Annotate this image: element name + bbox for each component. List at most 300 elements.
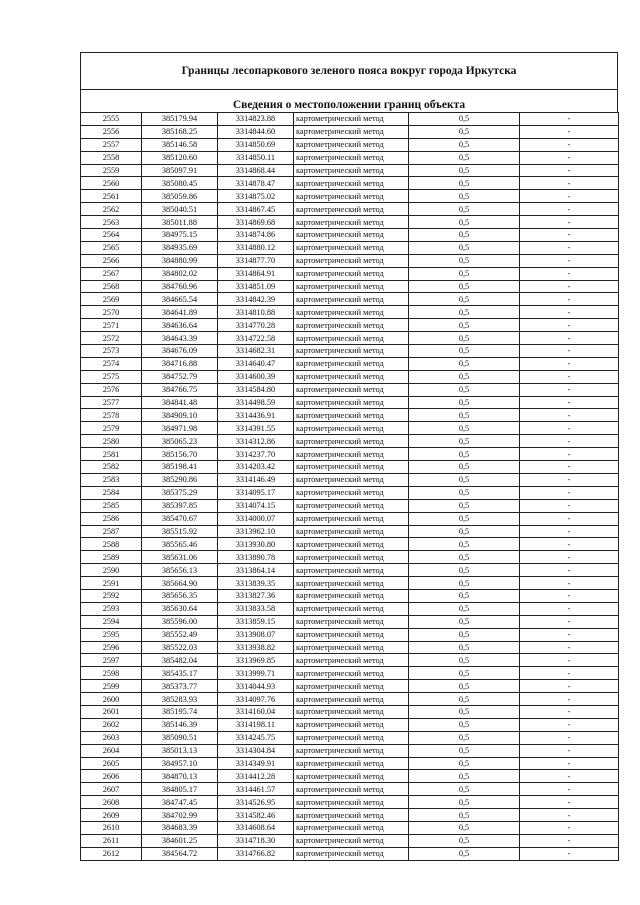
coordinate-x: 384564.72 [142,847,218,860]
point-number: 2592 [81,589,142,602]
note-cell: - [520,254,619,267]
accuracy-cell: 0,5 [409,293,520,306]
accuracy-cell: 0,5 [409,422,520,435]
method-cell: картометрический метод [294,409,409,422]
accuracy-cell: 0,5 [409,744,520,757]
coordinate-y: 3314582.46 [218,809,294,822]
note-cell: - [520,125,619,138]
accuracy-cell: 0,5 [409,190,520,203]
accuracy-cell: 0,5 [409,834,520,847]
point-number: 2563 [81,216,142,229]
coordinate-y: 3313930.80 [218,538,294,551]
point-number: 2607 [81,783,142,796]
coordinate-x: 384665.54 [142,293,218,306]
table-row [81,615,619,628]
method-cell: картометрический метод [294,473,409,486]
coordinate-x: 385375.29 [142,486,218,499]
method-cell: картометрический метод [294,641,409,654]
method-cell: картометрический метод [294,744,409,757]
accuracy-cell: 0,5 [409,473,520,486]
table-row [81,254,619,267]
coordinate-y: 3314526.95 [218,796,294,809]
point-number: 2562 [81,203,142,216]
coordinate-y: 3314498.59 [218,396,294,409]
point-number: 2611 [81,834,142,847]
coordinate-x: 384702.99 [142,809,218,822]
point-number: 2571 [81,319,142,332]
note-cell: - [520,796,619,809]
coordinate-x: 385290.86 [142,473,218,486]
note-cell: - [520,770,619,783]
point-number: 2560 [81,177,142,190]
coordinate-y: 3314718.30 [218,834,294,847]
accuracy-cell: 0,5 [409,164,520,177]
point-number: 2597 [81,654,142,667]
note-cell: - [520,396,619,409]
accuracy-cell: 0,5 [409,796,520,809]
point-number: 2585 [81,499,142,512]
accuracy-cell: 0,5 [409,383,520,396]
point-number: 2598 [81,667,142,680]
coordinate-y: 3314095.17 [218,486,294,499]
coordinate-y: 3314584.80 [218,383,294,396]
method-cell: картометрический метод [294,821,409,834]
note-cell: - [520,461,619,474]
note-cell: - [520,499,619,512]
note-cell: - [520,834,619,847]
method-cell: картометрический метод [294,809,409,822]
table-row [81,551,619,564]
coordinate-y: 3314864.91 [218,267,294,280]
note-cell: - [520,783,619,796]
section-header [80,89,618,112]
coordinate-y: 3314850.69 [218,138,294,151]
accuracy-cell: 0,5 [409,705,520,718]
method-cell: картометрический метод [294,486,409,499]
coordinate-x: 384805.17 [142,783,218,796]
note-cell: - [520,731,619,744]
note-cell: - [520,473,619,486]
method-cell: картометрический метод [294,164,409,177]
coordinate-y: 3314600.39 [218,370,294,383]
point-number: 2565 [81,241,142,254]
coordinate-y: 3314097.76 [218,693,294,706]
accuracy-cell: 0,5 [409,267,520,280]
coordinate-y: 3313908.07 [218,628,294,641]
coordinate-y: 3314770.28 [218,319,294,332]
note-cell: - [520,525,619,538]
table-row [81,357,619,370]
point-number: 2561 [81,190,142,203]
note-cell: - [520,422,619,435]
table-row [81,473,619,486]
coordinate-x: 384601.25 [142,834,218,847]
note-cell: - [520,551,619,564]
table-row [81,113,619,126]
method-cell: картометрический метод [294,113,409,126]
table-row [81,705,619,718]
table-row [81,138,619,151]
note-cell: - [520,680,619,693]
coordinate-x: 385146.58 [142,138,218,151]
accuracy-cell: 0,5 [409,731,520,744]
accuracy-cell: 0,5 [409,396,520,409]
method-cell: картометрический метод [294,332,409,345]
coordinate-x: 384752.79 [142,370,218,383]
point-number: 2574 [81,357,142,370]
table-row [81,383,619,396]
table-row [81,422,619,435]
coordinate-y: 3314146.49 [218,473,294,486]
method-cell: картометрический метод [294,577,409,590]
table-row [81,525,619,538]
coordinate-x: 384909.10 [142,409,218,422]
point-number: 2587 [81,525,142,538]
accuracy-cell: 0,5 [409,654,520,667]
coordinate-y: 3314245.75 [218,731,294,744]
method-cell: картометрический метод [294,306,409,319]
method-cell: картометрический метод [294,705,409,718]
method-cell: картометрический метод [294,718,409,731]
method-cell: картометрический метод [294,512,409,525]
coordinate-y: 3314878.47 [218,177,294,190]
accuracy-cell: 0,5 [409,577,520,590]
method-cell: картометрический метод [294,241,409,254]
coordinate-y: 3313962.10 [218,525,294,538]
point-number: 2596 [81,641,142,654]
table-row [81,499,619,512]
coordinate-y: 3314436.91 [218,409,294,422]
title-box [80,52,618,89]
coordinate-x: 385664.90 [142,577,218,590]
coordinate-y: 3314198.11 [218,718,294,731]
method-cell: картометрический метод [294,602,409,615]
table-row [81,461,619,474]
method-cell: картометрический метод [294,847,409,860]
method-cell: картометрический метод [294,461,409,474]
point-number: 2567 [81,267,142,280]
coordinate-y: 3314237.70 [218,448,294,461]
accuracy-cell: 0,5 [409,203,520,216]
coordinate-y: 3314608.64 [218,821,294,834]
coordinate-y: 3314844.60 [218,125,294,138]
note-cell: - [520,718,619,731]
note-cell: - [520,577,619,590]
method-cell: картометрический метод [294,254,409,267]
note-cell: - [520,654,619,667]
coordinate-y: 3314000.07 [218,512,294,525]
method-cell: картометрический метод [294,345,409,358]
coordinate-y: 3314851.09 [218,280,294,293]
note-cell: - [520,693,619,706]
note-cell: - [520,705,619,718]
method-cell: картометрический метод [294,448,409,461]
note-cell: - [520,319,619,332]
coordinate-x: 385059.86 [142,190,218,203]
method-cell: картометрический метод [294,731,409,744]
point-number: 2577 [81,396,142,409]
note-cell: - [520,203,619,216]
table-row [81,267,619,280]
coordinate-x: 385656.13 [142,564,218,577]
note-cell: - [520,602,619,615]
point-number: 2581 [81,448,142,461]
coordinate-x: 385397.85 [142,499,218,512]
table-row [81,345,619,358]
note-cell: - [520,809,619,822]
method-cell: картометрический метод [294,229,409,242]
accuracy-cell: 0,5 [409,783,520,796]
coordinate-x: 385552.49 [142,628,218,641]
table-row [81,693,619,706]
accuracy-cell: 0,5 [409,254,520,267]
table-row [81,177,619,190]
coordinate-x: 385097.91 [142,164,218,177]
coordinate-x: 385522.03 [142,641,218,654]
point-number: 2593 [81,602,142,615]
note-cell: - [520,306,619,319]
coordinate-y: 3314868.44 [218,164,294,177]
accuracy-cell: 0,5 [409,448,520,461]
point-number: 2583 [81,473,142,486]
note-cell: - [520,821,619,834]
accuracy-cell: 0,5 [409,280,520,293]
point-number: 2591 [81,577,142,590]
point-number: 2609 [81,809,142,822]
method-cell: картометрический метод [294,125,409,138]
note-cell: - [520,641,619,654]
accuracy-cell: 0,5 [409,641,520,654]
coordinate-y: 3314766.82 [218,847,294,860]
method-cell: картометрический метод [294,422,409,435]
coordinate-x: 385011.88 [142,216,218,229]
method-cell: картометрический метод [294,280,409,293]
coordinate-x: 384971.98 [142,422,218,435]
table-row [81,847,619,860]
coordinate-y: 3314160.04 [218,705,294,718]
coordinate-x: 385596.00 [142,615,218,628]
table-row [81,203,619,216]
method-cell: картометрический метод [294,551,409,564]
method-cell: картометрический метод [294,834,409,847]
point-number: 2555 [81,113,142,126]
coordinate-y: 3314682.31 [218,345,294,358]
coordinate-x: 385482.04 [142,654,218,667]
point-number: 2580 [81,435,142,448]
note-cell: - [520,667,619,680]
coordinate-y: 3313969.85 [218,654,294,667]
coordinate-x: 385565.46 [142,538,218,551]
method-cell: картометрический метод [294,564,409,577]
accuracy-cell: 0,5 [409,486,520,499]
coordinate-y: 3314349.91 [218,757,294,770]
table-row [81,229,619,242]
table-row [81,821,619,834]
accuracy-cell: 0,5 [409,847,520,860]
coordinate-y: 3314640.47 [218,357,294,370]
coordinate-x: 385065.23 [142,435,218,448]
point-number: 2576 [81,383,142,396]
accuracy-cell: 0,5 [409,241,520,254]
note-cell: - [520,448,619,461]
table-row [81,280,619,293]
coordinate-x: 385470.67 [142,512,218,525]
point-number: 2584 [81,486,142,499]
coordinate-y: 3314074.15 [218,499,294,512]
table-row [81,151,619,164]
accuracy-cell: 0,5 [409,409,520,422]
note-cell: - [520,847,619,860]
note-cell: - [520,357,619,370]
method-cell: картометрический метод [294,770,409,783]
table-row [81,654,619,667]
table-row [81,641,619,654]
point-number: 2594 [81,615,142,628]
note-cell: - [520,241,619,254]
coordinate-y: 3314391.55 [218,422,294,435]
point-number: 2579 [81,422,142,435]
table-row [81,667,619,680]
accuracy-cell: 0,5 [409,319,520,332]
point-number: 2600 [81,693,142,706]
table-row [81,448,619,461]
coordinate-x: 385515.92 [142,525,218,538]
method-cell: картометрический метод [294,435,409,448]
method-cell: картометрический метод [294,138,409,151]
coordinate-y: 3313999.71 [218,667,294,680]
note-cell: - [520,435,619,448]
note-cell: - [520,589,619,602]
table-row [81,293,619,306]
point-number: 2566 [81,254,142,267]
document-title: Границы лесопаркового зеленого пояса вокруг города Иркутска [181,65,517,77]
accuracy-cell: 0,5 [409,615,520,628]
coordinate-y: 3314044.93 [218,680,294,693]
coordinate-y: 3314869.68 [218,216,294,229]
coordinate-x: 384641.89 [142,306,218,319]
coordinate-x: 384747.45 [142,796,218,809]
table-row [81,796,619,809]
coordinate-x: 385146.39 [142,718,218,731]
point-number: 2564 [81,229,142,242]
accuracy-cell: 0,5 [409,125,520,138]
table-row [81,757,619,770]
method-cell: картометрический метод [294,190,409,203]
note-cell: - [520,164,619,177]
point-number: 2568 [81,280,142,293]
table-row [81,602,619,615]
document-page [80,52,618,861]
coordinate-y: 3314850.11 [218,151,294,164]
table-row [81,125,619,138]
point-number: 2595 [81,628,142,641]
table-row [81,512,619,525]
note-cell: - [520,383,619,396]
accuracy-cell: 0,5 [409,770,520,783]
note-cell: - [520,370,619,383]
note-cell: - [520,538,619,551]
note-cell: - [520,293,619,306]
table-row [81,564,619,577]
coordinate-y: 3314312.86 [218,435,294,448]
section-title: Сведения о местоположении границ объекта [232,99,466,111]
coordinate-y: 3314874.86 [218,229,294,242]
accuracy-cell: 0,5 [409,216,520,229]
note-cell: - [520,757,619,770]
point-number: 2604 [81,744,142,757]
note-cell: - [520,216,619,229]
note-cell: - [520,267,619,280]
accuracy-cell: 0,5 [409,564,520,577]
coordinate-x: 384643.39 [142,332,218,345]
note-cell: - [520,564,619,577]
note-cell: - [520,345,619,358]
table-row [81,538,619,551]
coordinate-y: 3313827.36 [218,589,294,602]
accuracy-cell: 0,5 [409,551,520,564]
table-row [81,319,619,332]
point-number: 2578 [81,409,142,422]
method-cell: картометрический метод [294,357,409,370]
coordinate-x: 384802.02 [142,267,218,280]
method-cell: картометрический метод [294,216,409,229]
accuracy-cell: 0,5 [409,177,520,190]
method-cell: картометрический метод [294,525,409,538]
method-cell: картометрический метод [294,370,409,383]
coordinate-y: 3314203.42 [218,461,294,474]
point-number: 2602 [81,718,142,731]
coordinate-x: 385120.60 [142,151,218,164]
note-cell: - [520,615,619,628]
table-row [81,770,619,783]
note-cell: - [520,486,619,499]
method-cell: картометрический метод [294,615,409,628]
accuracy-cell: 0,5 [409,628,520,641]
accuracy-cell: 0,5 [409,435,520,448]
method-cell: картометрический метод [294,693,409,706]
note-cell: - [520,744,619,757]
method-cell: картометрический метод [294,796,409,809]
method-cell: картометрический метод [294,654,409,667]
coordinate-y: 3314810.88 [218,306,294,319]
method-cell: картометрический метод [294,680,409,693]
method-cell: картометрический метод [294,538,409,551]
coordinate-x: 385195.74 [142,705,218,718]
coordinate-y: 3314880.12 [218,241,294,254]
note-cell: - [520,628,619,641]
point-number: 2556 [81,125,142,138]
accuracy-cell: 0,5 [409,512,520,525]
method-cell: картометрический метод [294,203,409,216]
table-row [81,190,619,203]
accuracy-cell: 0,5 [409,499,520,512]
coordinate-x: 385283.93 [142,693,218,706]
coordinate-x: 385630.64 [142,602,218,615]
accuracy-cell: 0,5 [409,667,520,680]
table-row [81,370,619,383]
method-cell: картометрический метод [294,383,409,396]
coordinate-x: 384870.13 [142,770,218,783]
coordinate-x: 385080.45 [142,177,218,190]
coordinate-x: 385179.94 [142,113,218,126]
accuracy-cell: 0,5 [409,357,520,370]
point-number: 2572 [81,332,142,345]
coordinate-x: 384766.75 [142,383,218,396]
method-cell: картометрический метод [294,267,409,280]
method-cell: картометрический метод [294,396,409,409]
note-cell: - [520,113,619,126]
table-row [81,744,619,757]
